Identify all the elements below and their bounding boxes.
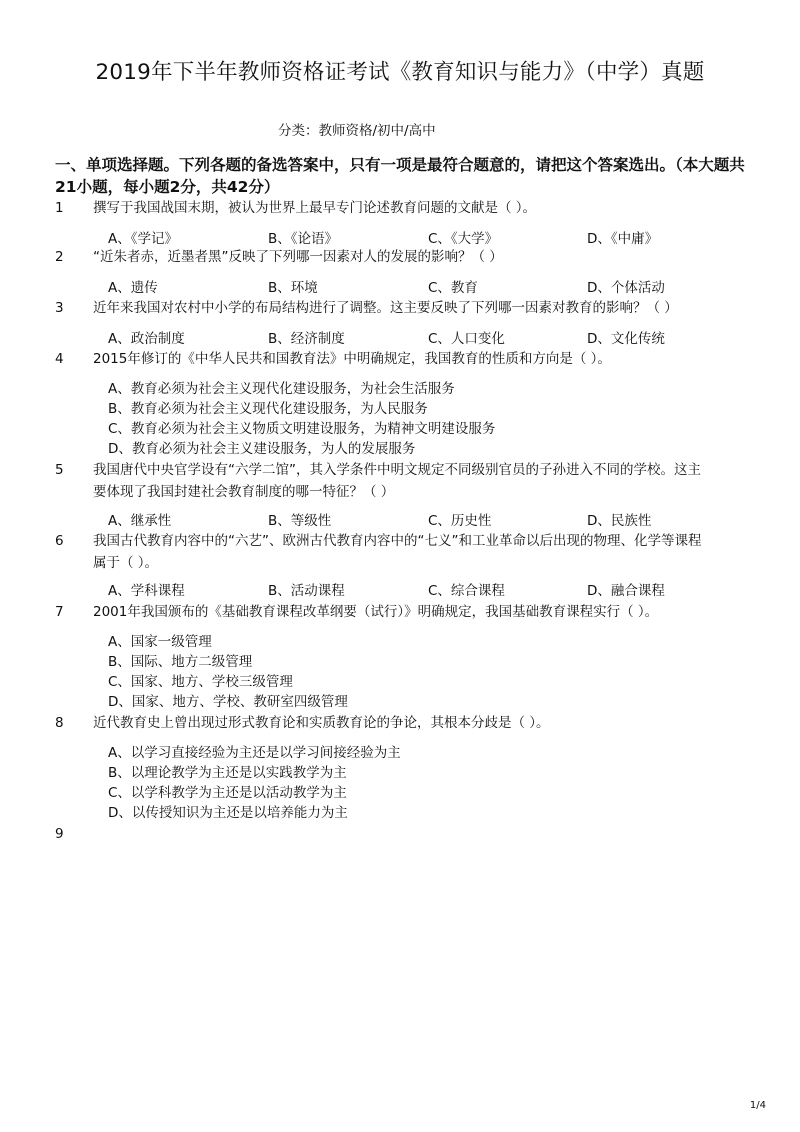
option-b[interactable]: B、环境 bbox=[268, 280, 318, 296]
question-number: 3 bbox=[55, 300, 64, 316]
option-d[interactable]: D、个体活动 bbox=[587, 280, 665, 296]
option-b[interactable]: B、以理论教学为主还是以实践教学为主 bbox=[108, 765, 347, 781]
option-c[interactable]: C、以学科教学为主还是以活动教学为主 bbox=[108, 785, 347, 801]
option-c[interactable]: C、教育 bbox=[428, 280, 478, 296]
question-text: 近代教育史上曾出现过形式教育论和实质教育论的争论，其根本分歧是（ ）。 bbox=[93, 715, 550, 731]
option-d[interactable]: D、以传授知识为主还是以培养能力为主 bbox=[108, 805, 348, 821]
option-a[interactable]: A、国家一级管理 bbox=[108, 634, 212, 650]
question-text-line-1: 我国唐代中央官学设有“六学二馆”，其入学条件中明文规定不同级别官员的子孙进入不同的学校。这主 bbox=[93, 462, 701, 478]
option-d[interactable]: D、教育必须为社会主义建设服务，为人的发展服务 bbox=[108, 441, 416, 457]
option-a[interactable]: A、遗传 bbox=[108, 280, 158, 296]
option-b[interactable]: B、经济制度 bbox=[268, 331, 345, 347]
option-a[interactable]: A、政治制度 bbox=[108, 331, 185, 347]
question-number: 7 bbox=[55, 604, 64, 620]
option-a[interactable]: A、教育必须为社会主义现代化建设服务，为社会生活服务 bbox=[108, 381, 455, 397]
question-number: 2 bbox=[55, 249, 64, 265]
option-a[interactable]: A、学科课程 bbox=[108, 583, 185, 599]
section-heading: 一、单项选择题。下列各题的备选答案中，只有一项是最符合题意的，请把这个答案选出。（本大题共21小题，每小题2分，共42分） bbox=[55, 156, 745, 196]
option-d[interactable]: D、融合课程 bbox=[587, 583, 665, 599]
option-b[interactable]: B、活动课程 bbox=[268, 583, 345, 599]
category-label: 分类：教师资格/初中/高中 bbox=[278, 123, 436, 139]
option-b[interactable]: B、国际、地方二级管理 bbox=[108, 654, 253, 670]
option-c[interactable]: C、《大学》 bbox=[428, 231, 499, 247]
option-a[interactable]: A、继承性 bbox=[108, 513, 172, 529]
option-c[interactable]: C、人口变化 bbox=[428, 331, 505, 347]
option-b[interactable]: B、等级性 bbox=[268, 513, 332, 529]
option-b[interactable]: B、《论语》 bbox=[268, 231, 339, 247]
option-b[interactable]: B、教育必须为社会主义现代化建设服务，为人民服务 bbox=[108, 401, 428, 417]
option-c[interactable]: C、国家、地方、学校三级管理 bbox=[108, 674, 293, 690]
question-text: 撰写于我国战国末期，被认为世界上最早专门论述教育问题的文献是（ ）。 bbox=[93, 200, 537, 216]
question-text: 2015年修订的《中华人民共和国教育法》中明确规定，我国教育的性质和方向是（ ）。 bbox=[93, 351, 611, 367]
question-number: 5 bbox=[55, 462, 64, 478]
question-number: 4 bbox=[55, 351, 64, 367]
question-text-line-2: 要体现了我国封建社会教育制度的哪一特征？（ ） bbox=[93, 484, 395, 500]
question-text: “近朱者赤，近墨者黑”反映了下列哪一因素对人的发展的影响？（ ） bbox=[93, 249, 503, 265]
page-number: 1/4 bbox=[749, 1100, 766, 1111]
option-d[interactable]: D、国家、地方、学校、教研室四级管理 bbox=[108, 694, 348, 710]
option-d[interactable]: D、《中庸》 bbox=[587, 231, 659, 247]
question-text-line-1: 我国古代教育内容中的“六艺”、欧洲古代教育内容中的“七义”和工业革命以后出现的物理、化学等课程 bbox=[93, 533, 702, 549]
question-text: 近年来我国对农村中小学的布局结构进行了调整。这主要反映了下列哪一因素对教育的影响？（ ） bbox=[93, 300, 678, 316]
question-text: 2001年我国颁布的《基础教育课程改革纲要（试行）》明确规定，我国基础教育课程实行（ ）。 bbox=[93, 604, 659, 620]
document-title: 2019年下半年教师资格证考试《教育知识与能力》（中学）真题 bbox=[95, 60, 705, 85]
option-a[interactable]: A、《学记》 bbox=[108, 231, 178, 247]
option-a[interactable]: A、以学习直接经验为主还是以学习间接经验为主 bbox=[108, 745, 401, 761]
option-d[interactable]: D、文化传统 bbox=[587, 331, 665, 347]
option-c[interactable]: C、教育必须为社会主义物质文明建设服务，为精神文明建设服务 bbox=[108, 421, 496, 437]
question-number: 8 bbox=[55, 715, 64, 731]
question-number: 9 bbox=[55, 826, 64, 842]
option-c[interactable]: C、综合课程 bbox=[428, 583, 505, 599]
option-d[interactable]: D、民族性 bbox=[587, 513, 652, 529]
option-c[interactable]: C、历史性 bbox=[428, 513, 492, 529]
question-text-line-2: 属于（ ）。 bbox=[93, 555, 159, 571]
question-number: 6 bbox=[55, 533, 64, 549]
question-number: 1 bbox=[55, 200, 64, 216]
